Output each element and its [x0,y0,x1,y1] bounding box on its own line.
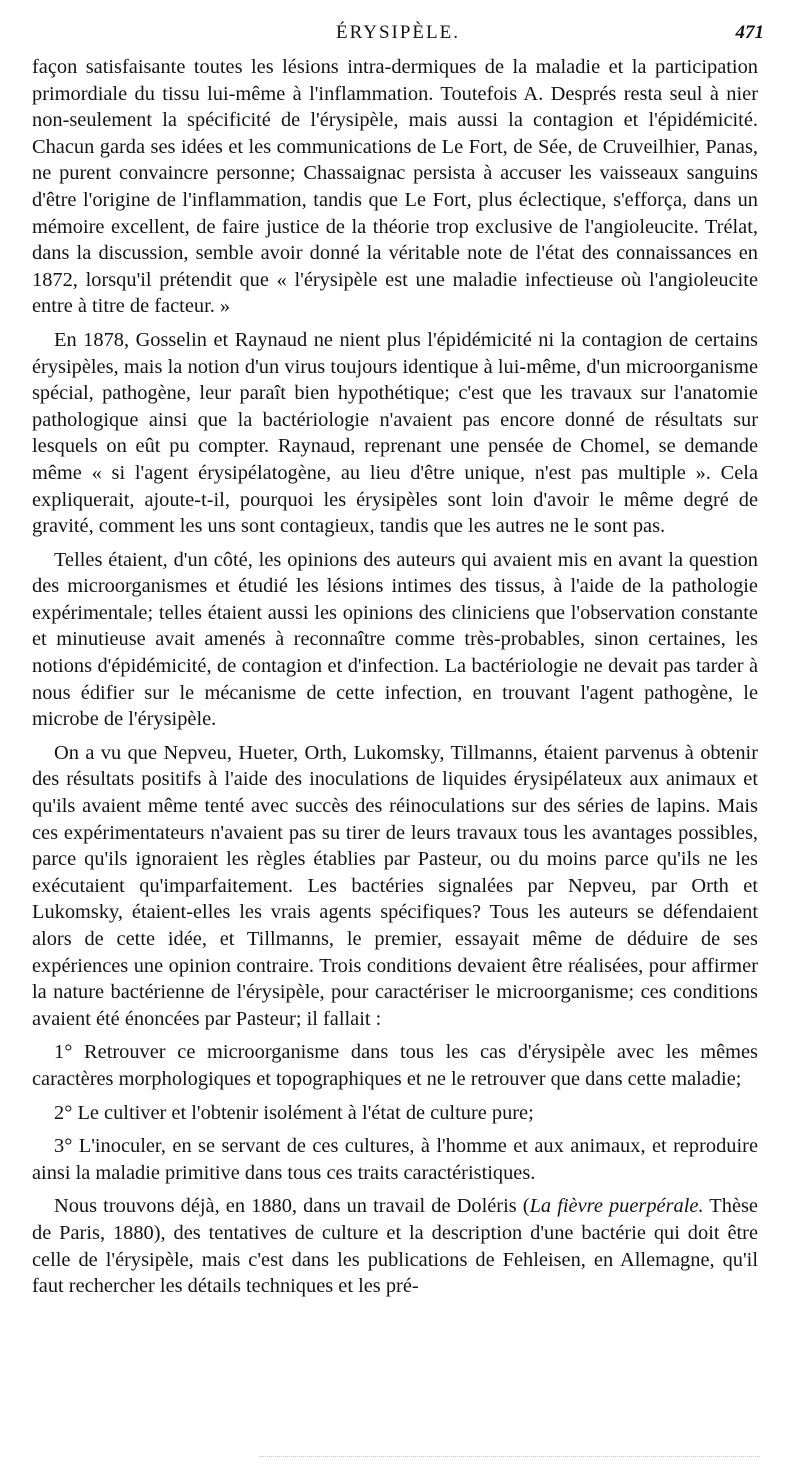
condition-item-1: 1° Retrouver ce microorganisme dans tous les cas d'érysipèle avec les mêmes caractères morphologiques et topographiques et ne le retrouver que dans cette maladie; [32,1041,758,1090]
condition-item-3: 3° L'inoculer, en se servant de ces cultures, à l'homme et aux animaux, et reproduire ainsi la maladie primitive dans tous ces traits caractéristiques. [32,1135,758,1184]
paragraph-nepveu-experiments: On a vu que Nepveu, Hueter, Orth, Lukomsky, Tillmanns, étaient parvenus à obtenir des résultats positifs à l'aide des inoculations de liquides érysipélateux aux animaux et qu'ils avaient même tenté avec succès des réinoculations sur des séries de lapins. Mais ces expérimentateurs n'avaient pas su tirer de leurs travaux tous les avantages possibles, parce qu'ils ignoraient les règles établies par Pasteur, ou du moins parce qu'ils ne les exécutaient qu'imparfaitement. Les bactéries signalées par Nepveu, par Orth et Lukomsky, étaient-elles les vrais agents spécifiques? Tous les auteurs se défendaient alors de cette idée, et Tillmanns, le premier, essayait même de déduire de ses expériences une opinion contraire. Trois conditions devaient être réalisées, pour affirmer la nature bactérienne de l'érysipèle, pour caractériser le microorganisme; ces conditions avaient été énoncées par Pasteur; il fallait : [32,741,758,1030]
paragraph-gosselin-raynaud: En 1878, Gosselin et Raynaud ne nient plus l'épidémicité ni la contagion de certains érysipèles, mais la notion d'un virus toujours identique à lui-même, d'un microorganisme spécial, pathogène, leur paraît bien hypothétique; c'est que les travaux sur l'anatomie pathologique ainsi que la bactériologie n'avaient pas encore donné de résultats sur lesquels on eût pu compter. Raynaud, reprenant une pensée de Chomel, se demande même « si l'agent érysipélatogène, au lieu d'être unique, n'est pas multiple ». Cela expliquerait, ajoute-t-il, pourquoi les érysipèles sont loin d'avoir le même degré de gravité, comment les uns sont contagieux, tandis que les autres ne le sont pas. [32,328,758,538]
paragraph-opinions: Telles étaient, d'un côté, les opinions des auteurs qui avaient mis en avant la question des microorganismes et étudié les lésions intimes des tissus, à l'aide de la pathologie expérimentale; telles étaient aussi les opinions des cliniciens que l'observation constante et minutieuse avait amenés à reconnaître comme très-probables, sinon certaines, les notions d'épidémicité, de contagion et d'infection. La bactériologie ne devait pas tarder à nous édifier sur le mécanisme de cette infection, en trouvant l'agent pathogène, le microbe de l'érysipèle. [32,548,758,731]
scan-artifact [260,1452,760,1457]
body-text [32,54,758,1300]
running-title: ÉRYSIPÈLE. [336,22,460,43]
paragraph-continuation: façon satisfaisante toutes les lésions intra-dermiques de la maladie et la participation primordiale du tissu lui-même à l'inflammation. Toutefois A. Després resta seul à nier non-seulement la spécificité de l'érysipèle, mais aussi la contagion et l'épidémicité. Chacun garda ses idées et les communications de Le Fort, de Sée, de Cruveilhier, Panas, ne purent convaincre personne; Chassaignac persista à accuser les vaisseaux sanguins d'être l'origine de l'inflammation, tandis que Le Fort, plus éclectique, s'efforça, dans un mémoire excellent, de faire justice de la théorie trop exclusive de l'angioleucite. Trélat, dans la discussion, semble avoir donné la véritable note de l'état des connaissances en 1872, lorsqu'il prétendit que « l'érysipèle est une maladie infectieuse où l'angioleucite entre à titre de facteur. » [32,56,758,318]
thesis-title: La fièvre puerpérale. [529,1195,704,1218]
doleris-text-after: Thèse de Paris, 1880), des tentatives de culture et la description d'une bactérie qui doit être celle de l'érysipèle, mais c'est dans les publications de Fehleisen, en Allemagne, qu'il faut rechercher les détails techniques et les pré- [32,1195,758,1298]
running-header [32,22,764,46]
paragraph-doleris-fehleisen [32,1193,758,1299]
doleris-text-before: Nous trouvons déjà, en 1880, dans un travail de Doléris ( [54,1195,530,1218]
page-number: 471 [735,22,764,43]
condition-item-2: 2° Le cultiver et l'obtenir isolément à l'état de culture pure; [54,1101,534,1124]
